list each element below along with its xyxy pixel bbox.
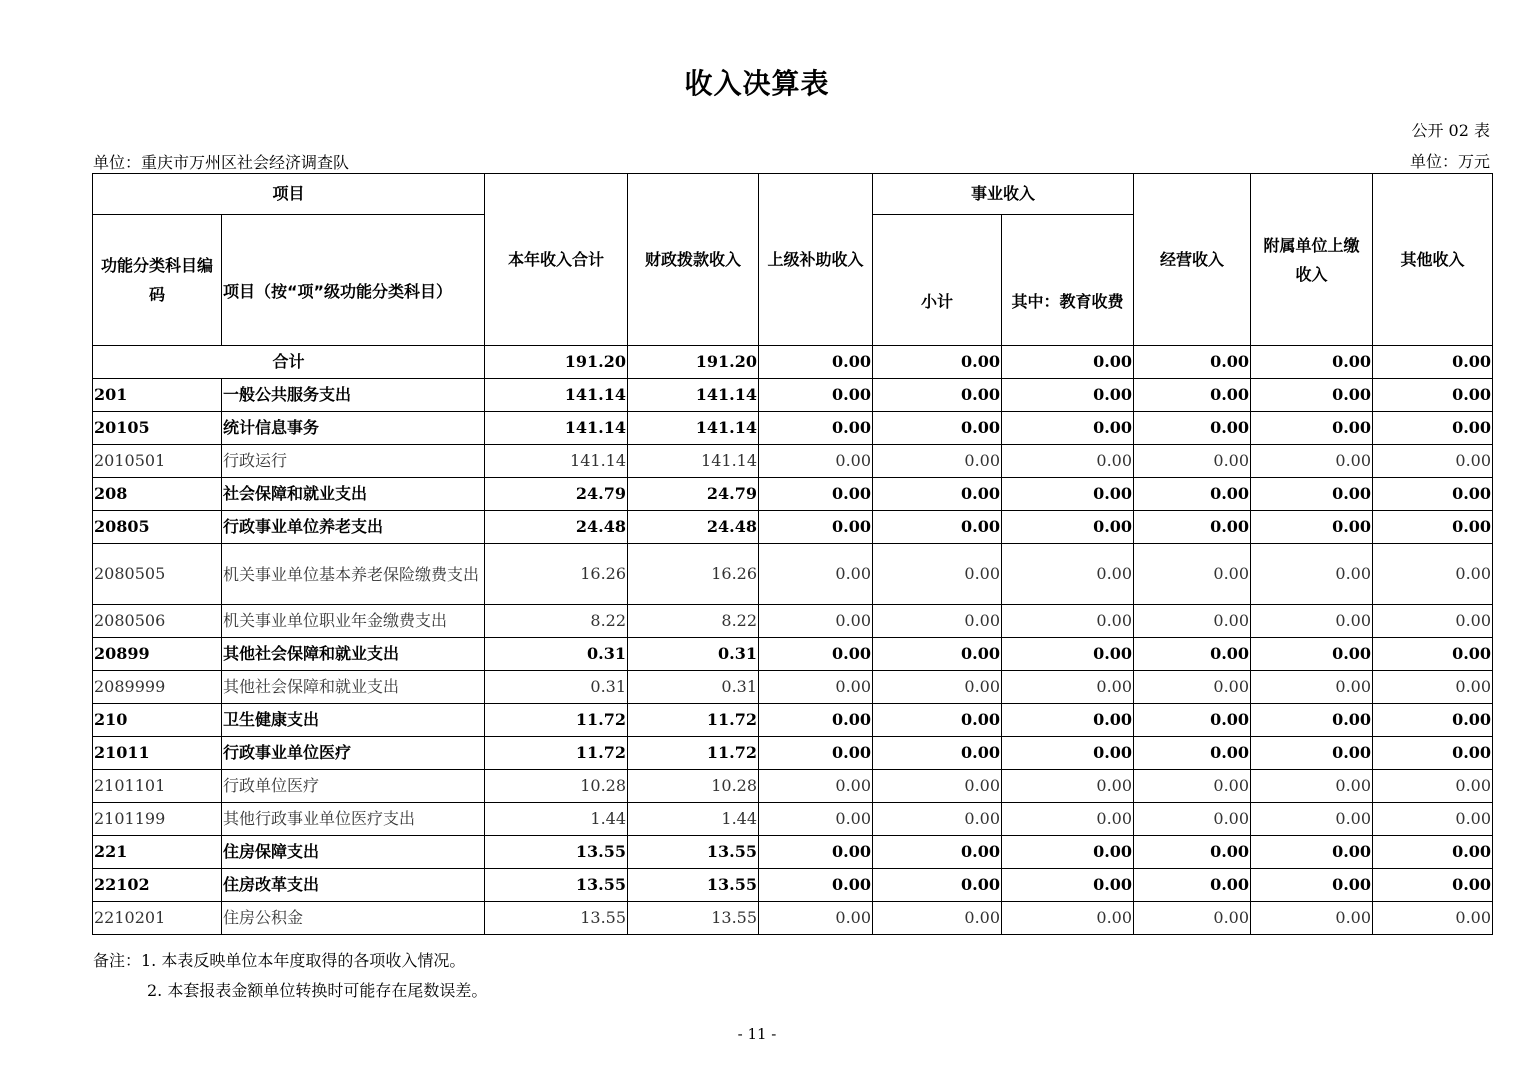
row-code: 21011 [93,737,222,770]
row-value: 0.00 [873,737,1002,770]
total-value: 0.00 [1134,346,1251,379]
row-value: 0.00 [759,544,873,605]
row-value: 0.00 [873,544,1002,605]
header-education-fee: 其中：教育收费 [1002,215,1134,346]
row-value: 0.00 [1134,445,1251,478]
row-code: 210 [93,704,222,737]
page-title: 收入决算表 [684,67,830,100]
row-value: 0.00 [1002,605,1134,638]
row-value: 24.79 [485,478,628,511]
row-name: 住房改革支出 [222,869,485,902]
row-value: 0.00 [873,379,1002,412]
row-code: 2080506 [93,605,222,638]
row-value: 0.00 [1134,478,1251,511]
row-code: 20899 [93,638,222,671]
row-value: 24.48 [485,511,628,544]
row-value: 0.00 [1251,770,1373,803]
row-value: 0.00 [1251,638,1373,671]
row-value: 0.00 [1373,638,1493,671]
row-value: 0.31 [628,638,759,671]
row-value: 0.00 [1373,478,1493,511]
row-value: 10.28 [485,770,628,803]
row-value: 1.44 [485,803,628,836]
row-value: 0.00 [873,511,1002,544]
row-value: 24.48 [628,511,759,544]
row-value: 0.00 [759,412,873,445]
row-value: 0.00 [759,605,873,638]
row-value: 0.00 [1002,803,1134,836]
notes [93,946,487,1006]
row-value: 141.14 [628,445,759,478]
table-row [93,737,1493,770]
row-value: 0.00 [873,605,1002,638]
row-value: 0.00 [1002,478,1134,511]
row-value: 11.72 [485,737,628,770]
header-subtotal: 小计 [873,215,1002,346]
row-name: 行政单位医疗 [222,770,485,803]
row-value: 0.00 [1002,379,1134,412]
row-value: 0.00 [873,770,1002,803]
row-value: 0.31 [485,671,628,704]
row-value: 13.55 [485,836,628,869]
table-row [93,445,1493,478]
row-value: 0.00 [873,704,1002,737]
row-value: 0.00 [1373,902,1493,935]
row-value: 141.14 [485,445,628,478]
table-row [93,704,1493,737]
table-row [93,671,1493,704]
unit-currency: 单位：万元 [1409,152,1490,171]
row-value: 0.00 [1373,671,1493,704]
row-value: 0.00 [759,638,873,671]
row-value: 0.00 [1002,902,1134,935]
header-operating: 经营收入 [1134,174,1251,346]
page-number: - 11 - [737,1025,777,1043]
row-code: 2101101 [93,770,222,803]
row-value: 141.14 [485,412,628,445]
row-value: 0.00 [1251,836,1373,869]
row-value: 0.00 [1373,869,1493,902]
row-value: 0.00 [1002,671,1134,704]
row-code: 20105 [93,412,222,445]
row-name: 行政事业单位医疗 [222,737,485,770]
total-value: 0.00 [1002,346,1134,379]
row-value: 0.00 [873,902,1002,935]
row-value: 0.00 [1134,544,1251,605]
row-value: 0.00 [873,803,1002,836]
row-value: 0.00 [1002,511,1134,544]
row-value: 0.00 [1134,412,1251,445]
total-row [93,346,1493,379]
row-code: 22102 [93,869,222,902]
row-value: 0.00 [1373,445,1493,478]
table-row [93,511,1493,544]
row-value: 0.00 [1002,544,1134,605]
header-business-income: 事业收入 [873,174,1134,215]
row-value: 0.00 [1134,902,1251,935]
row-name: 住房公积金 [222,902,485,935]
row-value: 0.00 [1002,737,1134,770]
row-value: 8.22 [628,605,759,638]
row-value: 0.00 [759,379,873,412]
header-name: 项目（按“项”级功能分类科目） [222,215,485,346]
note-2: 2. 本套报表金额单位转换时可能存在尾数误差。 [147,981,488,1000]
row-value: 0.00 [1251,544,1373,605]
row-code: 201 [93,379,222,412]
row-value: 0.00 [1373,511,1493,544]
row-name: 其他社会保障和就业支出 [222,671,485,704]
unit-organization: 单位：重庆市万州区社会经济调查队 [93,153,350,172]
row-name: 卫生健康支出 [222,704,485,737]
row-value: 0.00 [1251,869,1373,902]
row-value: 0.00 [1002,770,1134,803]
row-name: 其他社会保障和就业支出 [222,638,485,671]
row-value: 0.00 [1002,836,1134,869]
total-label: 合计 [93,346,485,379]
row-value: 0.00 [1373,803,1493,836]
form-number: 公开 02 表 [1411,121,1490,140]
row-value: 0.00 [1373,544,1493,605]
row-value: 0.00 [1251,478,1373,511]
row-name: 其他行政事业单位医疗支出 [222,803,485,836]
row-value: 0.00 [1251,379,1373,412]
income-table [92,173,1493,935]
row-value: 0.00 [759,445,873,478]
row-value: 0.00 [759,671,873,704]
row-value: 0.00 [1134,836,1251,869]
row-value: 0.00 [1134,869,1251,902]
row-value: 0.00 [759,902,873,935]
row-value: 13.55 [485,869,628,902]
row-value: 0.31 [628,671,759,704]
row-value: 0.00 [1134,638,1251,671]
row-name: 一般公共服务支出 [222,379,485,412]
table-row [93,836,1493,869]
row-value: 0.00 [1251,445,1373,478]
row-code: 2010501 [93,445,222,478]
header-project: 项目 [93,174,485,215]
row-value: 0.00 [759,770,873,803]
row-value: 0.00 [1134,803,1251,836]
row-value: 0.00 [759,704,873,737]
row-value: 0.00 [1134,737,1251,770]
row-value: 0.00 [1373,412,1493,445]
row-value: 8.22 [485,605,628,638]
row-value: 0.00 [873,836,1002,869]
row-code: 2089999 [93,671,222,704]
row-value: 0.00 [1251,902,1373,935]
row-value: 0.00 [1251,737,1373,770]
row-value: 13.55 [628,869,759,902]
row-value: 0.00 [1002,638,1134,671]
row-name: 机关事业单位职业年金缴费支出 [222,605,485,638]
row-code: 221 [93,836,222,869]
row-value: 0.00 [759,803,873,836]
header-superior: 上级补助收入 [759,174,873,346]
row-value: 0.00 [1134,511,1251,544]
row-value: 10.28 [628,770,759,803]
header-code: 功能分类科目编码 [93,215,222,346]
row-value: 0.00 [759,869,873,902]
total-value: 0.00 [1373,346,1493,379]
table-row [93,605,1493,638]
row-value: 0.00 [1134,704,1251,737]
row-value: 0.00 [759,836,873,869]
row-value: 0.00 [1134,770,1251,803]
row-name: 行政事业单位养老支出 [222,511,485,544]
row-value: 0.00 [1373,605,1493,638]
row-value: 11.72 [485,704,628,737]
row-value: 0.00 [1251,803,1373,836]
row-name: 机关事业单位基本养老保险缴费支出 [222,544,485,605]
row-value: 11.72 [628,704,759,737]
table-row [93,638,1493,671]
header-other: 其他收入 [1373,174,1493,346]
row-value: 0.00 [1134,671,1251,704]
row-value: 11.72 [628,737,759,770]
table-row [93,902,1493,935]
row-value: 0.31 [485,638,628,671]
row-value: 13.55 [628,902,759,935]
row-value: 0.00 [1373,379,1493,412]
row-value: 0.00 [873,412,1002,445]
row-code: 2101199 [93,803,222,836]
row-value: 0.00 [1251,412,1373,445]
table-row [93,803,1493,836]
note-1: 备注：1. 本表反映单位本年度取得的各项收入情况。 [93,951,466,970]
table-row [93,770,1493,803]
table-row [93,412,1493,445]
row-value: 0.00 [1373,770,1493,803]
row-value: 0.00 [1002,704,1134,737]
row-name: 社会保障和就业支出 [222,478,485,511]
row-value: 0.00 [1002,445,1134,478]
row-value: 0.00 [759,511,873,544]
row-value: 0.00 [1251,511,1373,544]
total-value: 191.20 [485,346,628,379]
row-value: 0.00 [873,445,1002,478]
row-value: 0.00 [1134,379,1251,412]
row-name: 行政运行 [222,445,485,478]
header-affiliated: 附属单位上缴收入 [1251,174,1373,346]
row-value: 13.55 [485,902,628,935]
table-row [93,478,1493,511]
row-value: 0.00 [1373,737,1493,770]
row-value: 0.00 [1373,836,1493,869]
row-name: 统计信息事务 [222,412,485,445]
row-value: 16.26 [628,544,759,605]
row-value: 0.00 [1251,605,1373,638]
header-total-income: 本年收入合计 [485,174,628,346]
row-code: 208 [93,478,222,511]
row-value: 0.00 [873,478,1002,511]
row-value: 0.00 [1251,671,1373,704]
row-value: 0.00 [759,737,873,770]
row-value: 16.26 [485,544,628,605]
row-code: 2210201 [93,902,222,935]
row-value: 0.00 [1251,704,1373,737]
row-value: 0.00 [873,638,1002,671]
row-value: 0.00 [1373,704,1493,737]
row-value: 0.00 [873,869,1002,902]
table-row [93,379,1493,412]
row-value: 141.14 [485,379,628,412]
row-code: 2080505 [93,544,222,605]
total-value: 0.00 [873,346,1002,379]
table-row [93,544,1493,605]
row-value: 141.14 [628,412,759,445]
row-value: 1.44 [628,803,759,836]
row-value: 0.00 [873,671,1002,704]
row-value: 13.55 [628,836,759,869]
row-value: 0.00 [1002,869,1134,902]
table-row [93,869,1493,902]
row-code: 20805 [93,511,222,544]
row-name: 住房保障支出 [222,836,485,869]
header-fiscal: 财政拨款收入 [628,174,759,346]
row-value: 0.00 [1134,605,1251,638]
row-value: 0.00 [1002,412,1134,445]
total-value: 0.00 [1251,346,1373,379]
row-value: 141.14 [628,379,759,412]
total-value: 191.20 [628,346,759,379]
row-value: 24.79 [628,478,759,511]
total-value: 0.00 [759,346,873,379]
row-value: 0.00 [759,478,873,511]
